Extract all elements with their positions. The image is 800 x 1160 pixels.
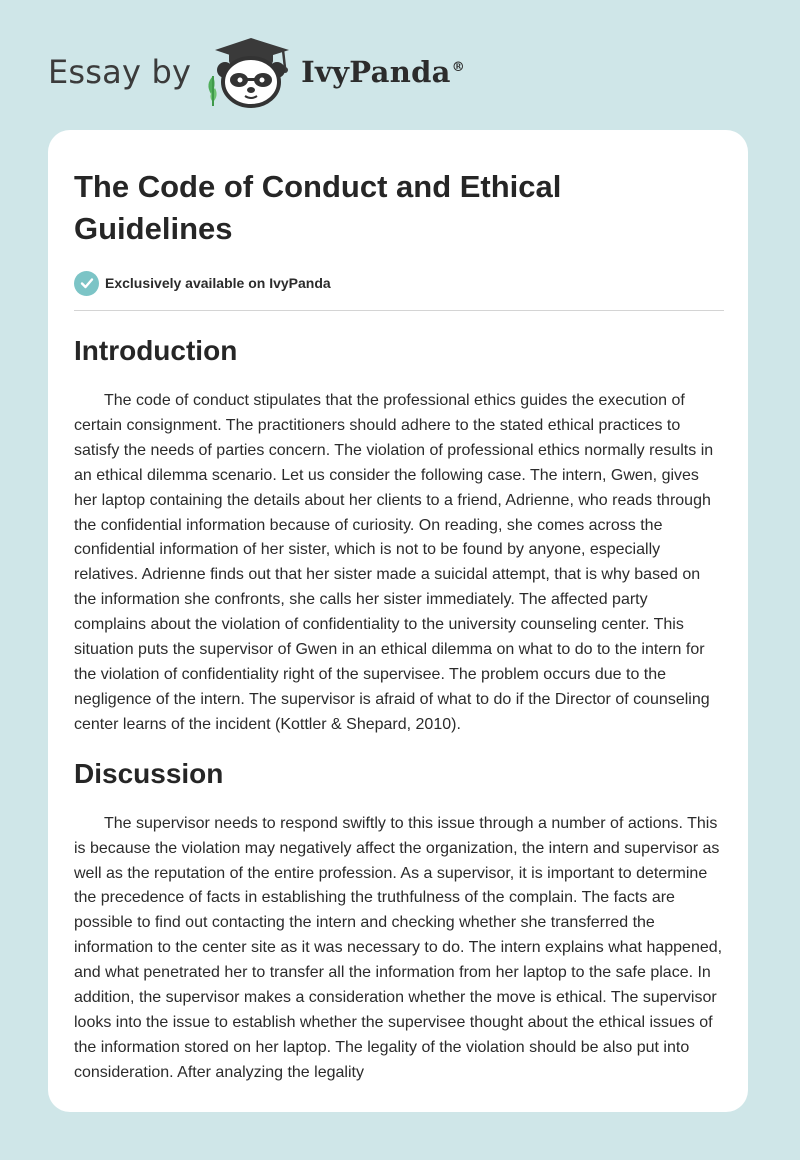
introduction-paragraph: The code of conduct stipulates that the professional ethics guides the execution of certain consignment. The practitioners should adhere to the stated ethical practices to satisfy the needs of parties concern. The violation of professional ethics normally results in an ethical dilemma scenario. Let us consider the following case. The intern, Gwen, gives her laptop containing the details about her clients to a friend, Adrienne, who reads through the confidential information because of curiosity. On reading, she comes across the confidential information of her sister, which is not to be found by anyone, especially relatives. Adrienne finds out that her sister made a suicidal attempt, that is why based on the information she confronts, she calls her sister immediately. The affected party complains about the violation of confidentiality to the university counseling center. This situation puts the supervisor of Gwen in an ethical dilemma on what to do to the intern for the violation of confidentiality right of the supervisee. The problem occurs due to the negligence of the intern. The supervisor is afraid of what to do if the Director of counseling center learns of the incident (Kottler & Shepard, 2010).: [74, 392, 714, 733]
discussion-paragraph: The supervisor needs to respond swiftly to this issue through a number of actions. This is because the violation may negatively affect the organization, the intern and supervisor as well as the reputation of the entire profession. As a supervisor, it is important to determine the precedence of facts in establishing the truthfulness of the complain. The facts are possible to find out contacting the intern and checking whether she transferred the information to the center site as it was necessary to do. The intern explains what happened, and what penetrated her to transfer all the information from her laptop to the safe place. In addition, the supervisor makes a consideration whether the move is ethical. The supervisor looks into the issue to establish whether the supervisee thought about the ethical issues of the information stored on her laptop. The legality of the violation should be also put into consideration. After analyzing the legality: [74, 814, 723, 1081]
page-title: The Code of Conduct and Ethical Guidelines: [74, 169, 562, 246]
exclusive-badge: [74, 270, 724, 296]
divider: [74, 310, 724, 311]
brand-name-text: IvyPanda: [301, 55, 451, 89]
panda-graduate-logo-icon[interactable]: [205, 36, 297, 108]
brand-prefix: Essay by: [48, 53, 192, 91]
exclusive-label: Exclusively available on IvyPanda: [105, 275, 331, 291]
checkmark-icon: [74, 271, 99, 296]
section-heading-discussion: Discussion: [74, 757, 224, 789]
site-header: [48, 36, 465, 108]
brand-name: [301, 55, 465, 89]
section-heading-introduction: Introduction: [74, 335, 238, 366]
essay-content: [74, 166, 724, 1086]
essay-card: [48, 130, 748, 1112]
registered-mark: ®: [451, 60, 466, 76]
